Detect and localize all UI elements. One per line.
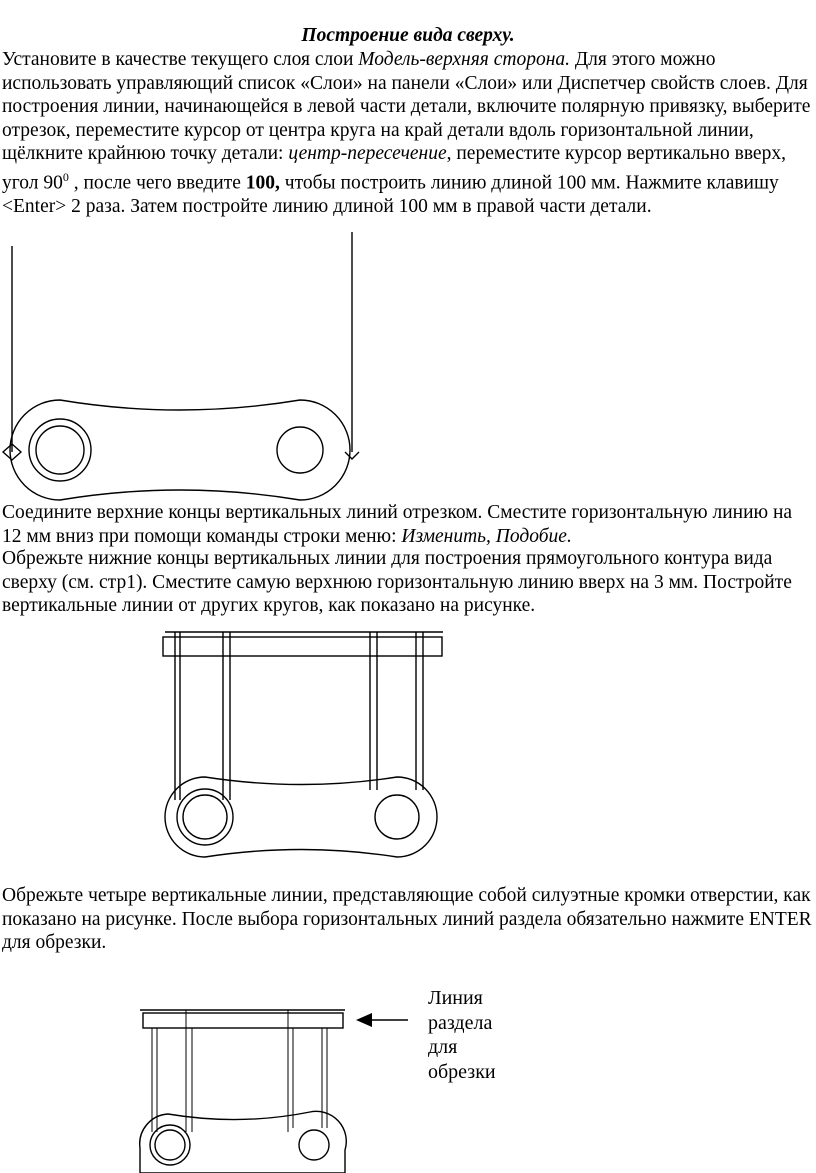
link-outline-partial xyxy=(140,1111,347,1173)
callout-line-2: раздела xyxy=(428,1011,493,1034)
figure-top-view-construction xyxy=(163,632,443,857)
callout-line-4: обрезки xyxy=(428,1060,496,1083)
right-circle xyxy=(277,427,323,473)
top-view-rect xyxy=(143,1013,343,1028)
degree-superscript: 0 xyxy=(62,169,69,184)
callout-line-1: Линия xyxy=(428,987,483,1009)
text-span: Для этого можно использовать управляющий список «Слои» на панели «Слои» или Диспетчер свойств слоев. Для построения линии, начинающейся в левой части детали, включите полярную привязку, выберите отрезок, переместите курсор от центра круга на край детали вдоль горизонтальной линии, щёлкните крайнюю точку детали: xyxy=(2,49,811,165)
link-outline xyxy=(10,400,350,500)
left-outer-circle xyxy=(177,789,233,845)
text-span: Обрежьте четыре вертикальные линии, представляющие собой силуэтные кромки отверстии, как показано на рисунке. После выбора горизонтальных линий раздела обязательно нажмите ENTER xyxy=(2,885,812,930)
text-span: Установите в качестве текущего слоя слои xyxy=(2,49,359,70)
figure-link-vertical-lines xyxy=(3,232,359,500)
length-value: 100, xyxy=(245,172,280,194)
text-span: Соедините верхние концы вертикальных линий отрезком. Сместите горизонтальную линию на 12 мм вниз при помощи команды строки меню: xyxy=(2,502,793,547)
arrow-left-icon xyxy=(356,1013,372,1027)
snap-marker-right xyxy=(345,452,359,459)
left-inner-circle xyxy=(183,795,227,839)
menu-command: Изменить, Подобие. xyxy=(401,525,572,547)
left-outer-circle xyxy=(150,1125,190,1165)
layer-name: Модель-верхняя сторона. xyxy=(358,49,570,70)
top-view-rect xyxy=(163,637,442,656)
text-span: для обрезки. xyxy=(2,932,107,954)
left-outer-circle xyxy=(29,419,91,481)
left-inner-circle xyxy=(36,426,84,474)
snap-mode: центр-пересечение xyxy=(288,143,447,165)
page-title: Построение вида сверху. xyxy=(301,25,515,46)
text-span: , переместите курсор вертикально вверх, угол 90 xyxy=(2,143,786,194)
right-circle xyxy=(375,795,419,839)
left-inner-circle xyxy=(155,1130,185,1160)
text-span: , после чего введите xyxy=(68,172,246,194)
callout-line-3: для xyxy=(428,1036,458,1058)
text-span: Обрежьте нижние концы вертикальных линии для построения прямоугольного контура вида сверху (см. стр1). Сместите самую верхнюю горизонтальную линию вверх на 3 мм. Постройте вертикальные линии от других кругов, как показано на рисунке. xyxy=(2,548,792,617)
right-circle xyxy=(299,1130,329,1160)
text-span: чтобы построить линию длиной 100 мм. Нажмите клавишу <Enter> 2 раза. Затем постройте линию длиной 100 мм в правой части детали. xyxy=(2,172,779,218)
figure-section-line xyxy=(140,1010,408,1173)
